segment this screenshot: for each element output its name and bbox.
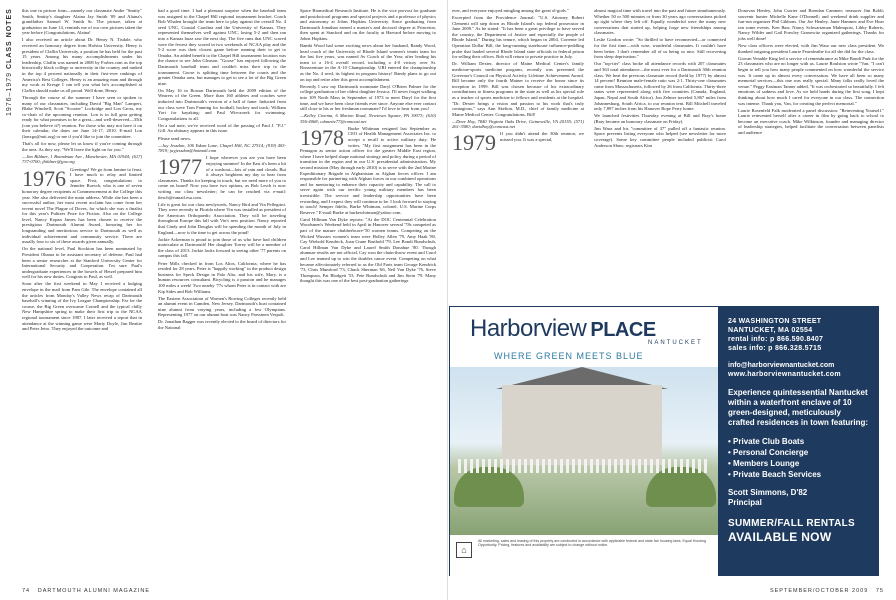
class-year-1976: 1976 [22, 165, 66, 191]
note-paragraph: Peter Mills checked in from Los Altos, California, where he has resided for 28 years. Peter is "happily working" in the product design business for Speck Design in Palo Alto, and his wife, Mary, is a human resources consultant. Bicycling is a passion and he manages 100 miles a week! Two nearby '77s whom Peter is in contact with are Kip Sides and Bob Williams. [158, 260, 286, 294]
shrub [646, 467, 716, 507]
section-years: 1976–1979 [6, 71, 13, 116]
note-paragraph: The Eastern Association of Women's Rowing Colleges recently held an alumni event in Camden, New Jersey. Dartmouth's boat contained nine alumni from varying years, including a few Olympians. Representing 1977 on our alumni boat was Nancy Parssinen Vespoli. [158, 295, 286, 318]
feature-item: • Personal Concierge [728, 448, 809, 457]
note-paragraph: Laurie Rosenfeld Falk moderated a panel discussion: "Reinventing Yourself." Laurie reinvented herself after a career in film by going back to school to become an executive coach. Mike Wilkinson, founder and managing director of leadership strategies, helped facilitate the conversation between panelists and audience [738, 107, 884, 135]
note-paragraph: Through the course of the summer I have seen or spoken to many of our classmates, including David "Big Man" Lampert, Blake Winchell, Scott "Scooter" Lockridge and Lon Gross, my co-chair of the upcoming reunion. Lon is in full gear getting ready for what promises to be a great—and well-deserved—35th (can you believe it?) reunion. For those who may not have it on their calendar, the dates are June 14-17, 2010. E-mail Lon (lonxgo@mit.org) or me if you'd like to join the committee. [22, 94, 142, 140]
column-6 [738, 8, 884, 137]
note-paragraph: I also received an article about Dr. Henry N. Tisdale, who received an honorary degree from Hofstra University. Henry is president of Claflin University, a position he has held for the past 15 years. Among his many accomplishments under his leadership, Claflin was named in 2008 by Forbes.com as the top historically black college or university in the country and ranked in the top 4 percent nationally in their first-ever rankings of America's Best Colleges. Henry is an amazing man and through my work at Kresge I can tell you what he's accomplished at Claflin should make us all proud. Well done, Henry. [22, 37, 142, 93]
feature-item: • Members Lounge [728, 459, 800, 468]
page-number: 74 [22, 588, 31, 594]
shrub [454, 467, 524, 507]
note-paragraph: Our "top-tier" class broke all attendance records with 207 classmates and 363 total attendance—the most ever for a Dartmouth 30th reunion class. We beat the previous classmate record (held by 1977) by almost 14 percent! Reunion male-female ratio was 2:1. Thirty-one classmates came from Massachusetts, followed by 26 from California. Thirty-three states were represented along with five countries (Canada, England, Japan, Nepal and South Africa). Jon Zehner traveled 5,867 miles from Johannesburg, South Africa, to our reunion tent. Bill Mitchell traveled only 7,897 inches from his Hanover Rope Ferry home. [594, 61, 726, 112]
feature-item: • Private Beach Services [728, 470, 822, 479]
ad-info-panel [718, 307, 879, 576]
ad-header [450, 307, 718, 367]
column-4 [452, 8, 584, 156]
secretary-signature: —Dave Hoy, 7840 Virginia Oaks Drive, Gainesville, VA 20155; (571) 261-3580; davidhoy@comcast.net [452, 118, 584, 130]
ad-principal-title: Principal [728, 498, 762, 507]
note-paragraph: Giovan Venable King led a service of remembrance at Mike Bondi Park for the 23 classmates who are no longer with us. Laurie Roulston wrote "Van, "I can't begin to tell you how many people commented on how wonderful the service was. It came up in almost every conversation. We have all been so many memorial services—this one was really special. Many folks really loved the venue." Peggy Eastman Tanner added, "It was orchestrated so beautifully. I felt emotions of sadness and love. As we held hands during the first song, I kept thinking about how much I cared for everyone in our class. The connection was intense. Thank you, Van, for creating the perfect memorial." [738, 55, 884, 106]
ad-address-line: NANTUCKET, MA 02554 [728, 327, 813, 334]
column-1 [22, 8, 142, 333]
ad-cta-line2: AVAILABLE NOW [728, 530, 832, 544]
class-year-1977: 1977 [158, 154, 202, 180]
note-paragraph: this one in picture form—namely our classmate Andre "Smitty" Smith, Smitty's daughter Alaina Jay Smith '09 and Alaina's grandfather Samuel W. Smith Sr. The picture, taken at graduation on June 14, reminds me of our own pictures taken the year before (Congratulations, Alaina! [22, 8, 142, 36]
issue-date: SEPTEMBER/OCTOBER 2009 [769, 588, 869, 594]
note-paragraph: ever, and everyone enjoyed mingling among the great ol-gods." [452, 8, 569, 13]
note-paragraph: That's all for now, please let us know if you're coming through the area. As they say, "We'll leave the light on for you." [22, 141, 142, 152]
note-paragraph: On a sad note, we've received word of the passing of Paul J. "P.J." Gill. An obituary appears in this issue. [158, 122, 286, 134]
note-paragraph: Leslie Gordon wrote: "So thrilled to have reconnected—or connected for the first time—with wise, wonderful classmates. It couldn't have been better. I don't remember all of us being so nice. Still recovering from sleep deprivation." [594, 37, 726, 60]
note-paragraph: Life is great for our class newlyweds, Nancy Bird and Vin Pellegrini. They were recently in Florida where Vin was installed as president of the American Orthopaedic Association. They will be traveling throughout Europe this fall with Vin's new position. Nancy reported that Cindy and John Douglas will be spending the month of July in England—now is the time to get across the pond! [158, 201, 286, 235]
ad-tagline: WHERE GREEN MEETS BLUE [494, 351, 644, 361]
ad-logo-place: PLACE [590, 319, 656, 341]
ad-email-link[interactable]: info@harborviewnantucket.com [728, 362, 835, 369]
note-paragraph: Excerpted from the Providence Journal: "U.S. Attorney Robert Clementi will step down as Rhode Island's top federal prosecutor in June 2009." As he stated: "It has been a great privilege to have served the country, the Department of Justice and especially the people of Rhode Island." During his tenure, which began in 2004, Corrente led Operation Dollar Bill, the long-running statehouse influence-peddling probe that landed several Rhode Island state officials in federal prison for selling their offices. Bob will return to private practice in July. [452, 15, 584, 60]
house-facade [502, 385, 662, 465]
left-footer [22, 588, 150, 594]
note-paragraph: On May 16 in Boston Dartmouth held the 2009 edition of the Wearers of the Green. More than 160 athletes and coaches were inducted into Dartmouth's version of a hall of fame. Inducted from our class were Tom Fanning for football, hockey and track; William Yort for kayaking; and Paul Wieczorek for swimming. Congratulations to all. [158, 87, 286, 121]
note-paragraph: Recently I saw my Dartmouth roommate Daryl O'Brien Palmer for the college graduation of her oldest daughter Jessica. I'll never forget walking into 109 North Mass in September of 1973 to meet Daryl for the first time, and we have been close friends ever since. Anyone else ever contact still close to his or her freshman roommate? I'd love to hear from you! [300, 83, 436, 112]
ad-website-link[interactable]: www.harborviewnantucket.com [728, 371, 841, 378]
note-paragraph: We launched festivities Thursday evening at Bill and Bray's home (Bray became an honorary classmate on Friday). [594, 113, 726, 124]
ad-rental-phone[interactable]: rental info: p 866.590.8407 [728, 336, 824, 343]
note-paragraph: Bambi Wood had some exciting news about her husband, Randy Wood, head coach of the University of Rhode Island women's tennis team for the last five years, was named Av Coach of the Year, after leading his team to a 16-4 overall record, including a 4-0 victory over St. Bonaventure in the A-10 Championship. URI entered the championship as the No. 4 seed, its highest in program history! Randy plans to go out on top and retire after this great accomplishment. [300, 43, 436, 82]
column-5 [594, 8, 726, 150]
note-paragraph: Carol Hillman Van Dyke reports: "At the DOC Centennial Celebration Woodsmen's Weekend held in April in Hanover several '78s competed as part of the mature chubberbcore-'50 women teams. Competing on the Wicked Wussies women's team were Holley Allen '79, Amy Haak '80, Cay Wiebold Kendrick, Joan Crane Barthold '79, Lee Bondi Bundschuh, Carol Hillman Van Dyke and Laurel Smith Donahue '80. Though alumnae results are not official, Cay won the chain-throw event and Carol and Lee teamed up to win the doubles canoe event. Competing on what became affectionately referred to as the Old Farts team George Kendrick '73, Chris Mumford '73, Chuck Sherman '66, Neil Van Dyke '76, Steve Thompson, Pat Blodgett '53, Pete Bundschuh and Jim Stein '79. Many thought this was one of the best post-graduation gatherings [300, 216, 436, 284]
legal-copy: All marketing, sales and leasing of this property are conducted in accordance with applicable federal and state fair housing laws. Equal Housing Opportunity. Pricing, features and availability are subject to change without notice. [478, 539, 706, 548]
ad-logo-name: Harborview [470, 315, 587, 342]
note-paragraph: If you didn't attend the 30th reunion, we missed you. It was a special, [500, 131, 584, 143]
note-paragraph: Donovan Henley, John Currier and Brendan Cammer; treasurer Jim Boldt; souvenir hunter Michelle Kane O'Donnell; and weekend drink supplier and fun-run organizer Phil Gibbons. Our Joe Henley, Janie Hammer and Eve Hoar ran some events. Ken Barr, Nancy Schwartzman Malmquist, Libby Roberts, Nancy Wilder and Gail Frawley Granowitz organized gatherings. Thanks for jobs well done! [738, 8, 884, 41]
note-paragraph: Dr. William Dexter, director of Maine Medical Center's family medicine-sports medicine program, recently was presented the Governor's Council on Physical Activity Lifetime Achievement Award. Bill became only the fourth Mainer to receive the honor since its inception in 1999. Bill was chosen because of his extraordinary contributions to fitness programs in the state as well as his special role as a teacher of sports medicine to fellows and residents at the hospital. "Dr. Dexter brings a vision and passion to his work that's truly contagious," says Ann Skelton, M.D., chief of family medicine at Maine Medical Center. Congratulations, Bill! [452, 61, 584, 117]
note-paragraph: almost magical time with travel into the past and future simultaneously. Whether 50 or 500 minutes or from 30 years ago conversations picked up right where they left off. Equally wonderful were the many new conversations that started up, helping forge new friendships among classmates. [594, 8, 726, 36]
class-year-1979: 1979 [452, 130, 496, 156]
note-paragraph: Please send news. [158, 135, 192, 141]
ad-location: NANTUCKET [648, 340, 703, 346]
feature-item: • Private Club Boats [728, 437, 805, 446]
harborview-ad[interactable] [449, 306, 879, 576]
note-paragraph: I hope wherever you are you have been enjoying summer! In the East it's been a bit of a washout—lots of rain and clouds. But it always brightens my day to hear from classmates. Thanks for keeping in touch, but we need more of you to come on board! Now you have two options, as Bob Lesch is now writing our class newsletter; he can be reached via e-mail: tlesch@rumail.esa.com. [158, 155, 286, 200]
right-footer [770, 588, 884, 594]
note-paragraph: Greetings! We go from famine to feast. I have much to relay and limited space. First, congratulations to Jennifer Roesch, who is one of seven honorary degree recipients at Commencement at the College this year. She also delivered the main address. While she has been a successful author, her most recent acclaim has come from her recent novel The Plague of Doves, for which she was a finalist for this year's Pulitzer Prize for Fiction. Also on the College level, Nancy Kopan James has been chosen to receive the prestigious Dartmouth Alumni Award, honoring her for longstanding and meritorious service to Dartmouth as well as individual achievement and community service. There are usually four to six of these awards given annually. [22, 166, 142, 245]
column-3 [300, 8, 436, 286]
note-paragraph: Jackie Ackerman is proud to join those of us who have had children matriculate at Dartmouth! Her daughter Torrey will be a member of the class of 2013. Jackie looks forward to seeing other '77 parents on campus this fall. [158, 236, 286, 259]
page-number: 75 [875, 588, 884, 594]
ad-feature-list [728, 436, 869, 480]
ad-pitch: Experience quintessential Nantucket within a waterfront enclave of 10 green-designed, meticulously crafted residences in town featuring: [728, 388, 869, 427]
note-paragraph: Dr. Jonathan Bagger was recently elected to the board of directors for the National [158, 319, 286, 331]
note-paragraph: had a good time. I had a pleasant surprise when the baseball team was assigned to the Chapel Hill regional tournament bracket. Coach Bob Whalen brought the team here to play against the overall No. 4 seed UNC, Coastal Carolina and the University of Kansas. They represented themselves well against UNC, losing 5-2 and then ran into a Kansas buzz saw the next day. The five runs that UNC scored were the fewest they scored in two weekends of NCAA play and the 5-2 score was their closest game before running their to get to Omaha. An added benefit to the Chapel Hill tournament location was the chance to see John Gleason. "Goose" has enjoyed following the Dartmouth baseball team and couldn't miss their trip to the tournament. Goose is splitting time between the courts and the greater Omaha area, but manages to get to see a lot of the Big Green nine. [158, 8, 286, 86]
note-paragraph: Burke Whitman resigned last September as CEO of Health Management Associates Inc. to accept a recall to active military duty. He writes, "My first assignment has been in the Pentagon as senior action officer for the greater Middle East region, where I have helped shape national strategy and policy during a period of transition in the region and in our U.S. presidential administration. My second mission (May through early 2010) is to serve with the 2nd Marine Expeditionary Brigade in Afghanistan as Afghan forces officer. I am responsible for partnering with Afghan forces in our combined operations and for mentoring to enhance their capacity and capability. The call to serve again with our terrific young military members has been irresistible. The service and leadership opportunities have been rewarding, and I expect they will continue to be. I look forward to staying in touch! Semper fidelis, Burke Whitman, colonel, U.S. Marine Corps Reserve." E-mail Burke at burkewhitman@yahoo.com. [300, 125, 436, 215]
note-paragraph: Jim Wasz and his "committee of 37" pulled off a fantastic reunion. Space prevents listing everyone who helped (see newsletter for more coverage). Some key committee people included publicist Carol Anderson Shaw; registrars Kim [594, 125, 726, 148]
section-tag [6, 8, 18, 138]
class-year-1978: 1978 [300, 124, 344, 150]
equal-housing-icon: ⌂ [456, 542, 472, 558]
note-paragraph: Space Biomedical Research Institute. He is the vice provost for graduate and postdoctoral programs and special projects and a professor of physics and astronomy at Johns Hopkins University. Since graduating from Dartmouth Jonathan earned a master's and doctoral degree at Princeton, then spent at Stanford and on the faculty at Harvard before moving to Johns Hopkins. [300, 8, 436, 41]
picket-fence [458, 459, 708, 473]
ad-logo [470, 315, 656, 343]
column-2 [158, 8, 286, 332]
note-paragraph: Soon after the first weekend in May I received a bulging envelope in the mail from Pam Gile. The envelope contained all the articles from Monday's Valley News recap of Dartmouth baseball's winning of the Ivy League Championship. Far for the course, the Big Green overcame Cornell and the typical chilly New Hampshire spring to make their first trip to the NCAA regional tournament since 1987. I later received a report that in attendance at the winning game were Marty Doyle, Jim Beattie and Peter Jetro. They enjoyed the outcome and [22, 281, 142, 332]
ad-house-photo [450, 367, 718, 535]
ad-legal-text [450, 535, 718, 576]
note-paragraph: On the national level, Paul Stockton has been nominated by President Obama to be assistant secretary of defense. Paul had been a senior researcher at the Stanford University Center for International Security and Cooperation. I'm sure Paul's undergraduate experiences in the bowels of Hetzel prepared him well for his new duties. Congrats to Paul, as well. [22, 246, 142, 280]
magazine-name: DARTMOUTH ALUMNI MAGAZINE [37, 588, 151, 594]
note-paragraph: New class officers were elected, with Jim Wasz our new class president. We thanked outgoing president Laurie Fearnleathe for all she did for the class. [738, 43, 884, 54]
ad-address-line: 24 WASHINGTON STREET [728, 318, 822, 325]
secretary-signature: —Kelley Cinema, 6 Marion Road, Newtown Square, PA 19073; (610) 356-4068; cdnnette77@comcast.net [300, 113, 436, 124]
ad-sales-phone[interactable]: sales info: p 866.328.5715 [728, 345, 822, 352]
section-label: CLASS NOTES [6, 8, 13, 69]
secretary-signature: —Jim Bildner, 1 Boardman Ave., Manchester, MA 01944; (617) 737-0700; jbildner@jpw.org [22, 153, 142, 165]
secretary-signature: —Jay Jessdon, 106 Yukon Lane, Chapel Hill, NC 27514; (919) 403-7819; jayjessdon@hotmail.com [158, 142, 286, 154]
ad-cta-line1: SUMMER/FALL RENTALS [728, 518, 855, 529]
ad-principal-name: Scott Simmons, D'82 [728, 488, 808, 497]
